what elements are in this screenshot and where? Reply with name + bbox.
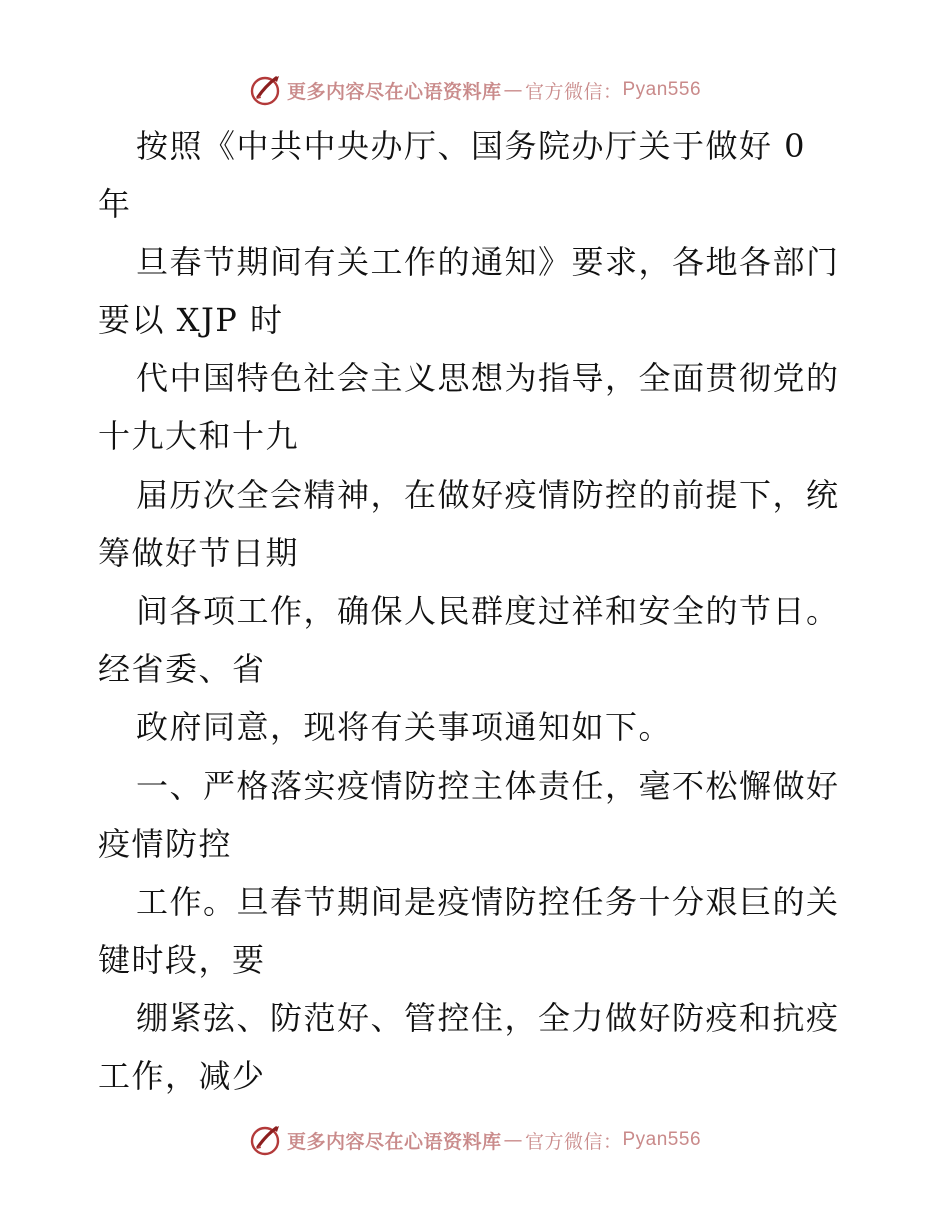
brush-pen-logo-icon (249, 73, 283, 107)
text-line: 年 (98, 185, 132, 223)
text-line: 键时段，要 (98, 941, 266, 979)
banner-wechat-id: Pyan556 (622, 79, 702, 100)
banner-slogan: 更多内容尽在心语资料库 (286, 80, 502, 103)
banner-dash: — (503, 1129, 523, 1151)
text-line: 筹做好节日期 (98, 534, 300, 572)
header-banner (0, 70, 950, 110)
banner-wechat-id: Pyan556 (622, 1129, 702, 1150)
text-line: 按照《中共中央办厅、国务院办厅关于做好 0 (136, 127, 807, 165)
text-line: 工作，减少 (98, 1057, 266, 1095)
text-line: 工作。旦春节期间是疫情防控任务十分艰巨的关 (136, 883, 840, 921)
banner-wechat-label: 官方微信： (524, 80, 623, 103)
text-line: 十九大和十九 (98, 417, 300, 455)
text-line: 间各项工作，确保人民群度过祥和安全的节日。 (136, 592, 840, 630)
text-line: 旦春节期间有关工作的通知》要求，各地各部门 (136, 243, 840, 281)
text-line: 要以 XJP 时 (98, 301, 284, 339)
text-line: 经省委、省 (98, 650, 266, 688)
text-line: 政府同意，现将有关事项通知如下。 (136, 708, 673, 746)
text-line: 疫情防控 (98, 825, 233, 863)
footer-banner (0, 1120, 950, 1160)
text-line: 代中国特色社会主义思想为指导，全面贯彻党的 (136, 359, 840, 397)
banner-dash: — (503, 79, 523, 101)
text-line: 绷紧弦、防范好、管控住，全力做好防疫和抗疫 (136, 999, 840, 1037)
text-line: 一、严格落实疫情防控主体责任，毫不松懈做好 (136, 767, 840, 805)
text-line: 届历次全会精神，在做好疫情防控的前提下，统 (136, 476, 840, 514)
banner-wechat-label: 官方微信： (524, 1130, 623, 1153)
banner-slogan: 更多内容尽在心语资料库 (286, 1130, 502, 1153)
brush-pen-logo-icon (249, 1123, 283, 1157)
